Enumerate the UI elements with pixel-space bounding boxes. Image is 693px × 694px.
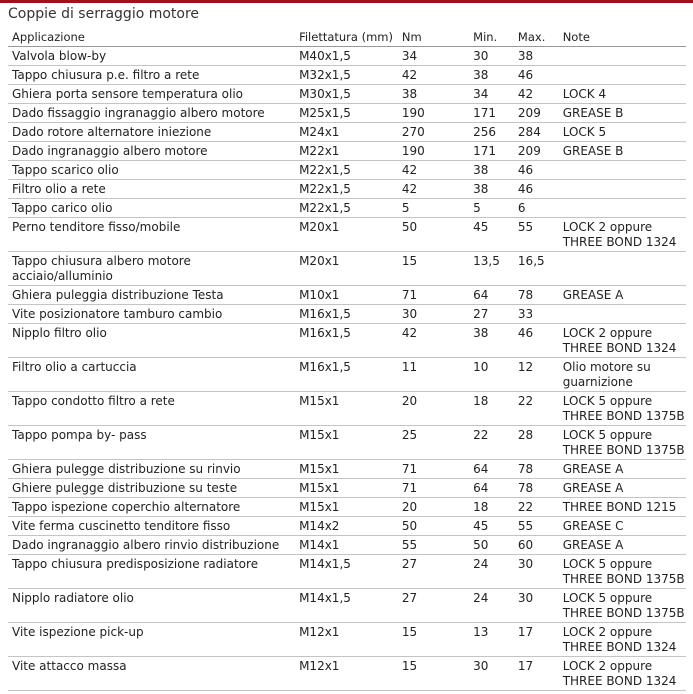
table-row xyxy=(8,589,686,623)
cell-applicazione: Vite ferma cuscinetto tenditore fisso xyxy=(8,517,295,536)
header-nm: Nm xyxy=(398,28,469,47)
cell-nm: 71 xyxy=(398,286,469,305)
cell-note: GREASE A xyxy=(559,286,686,305)
table-row xyxy=(8,66,686,85)
cell-filettatura: M32x1,5 xyxy=(295,66,398,85)
table-row xyxy=(8,657,686,691)
cell-max: 78 xyxy=(514,479,559,498)
cell-max: 46 xyxy=(514,324,559,358)
header-max: Max. xyxy=(514,28,559,47)
cell-note: LOCK 5 xyxy=(559,123,686,142)
table-row xyxy=(8,358,686,392)
cell-max: 46 xyxy=(514,66,559,85)
cell-nm: 27 xyxy=(398,589,469,623)
cell-nm: 34 xyxy=(398,47,469,66)
cell-note: LOCK 5 oppure THREE BOND 1375B xyxy=(559,392,686,426)
table-row xyxy=(8,161,686,180)
cell-max: 42 xyxy=(514,85,559,104)
cell-min: 64 xyxy=(469,479,514,498)
cell-min: 13,5 xyxy=(469,252,514,286)
cell-min: 38 xyxy=(469,161,514,180)
cell-max: 46 xyxy=(514,161,559,180)
cell-nm: 55 xyxy=(398,536,469,555)
cell-max: 12 xyxy=(514,358,559,392)
cell-max: 16,5 xyxy=(514,252,559,286)
cell-nm: 42 xyxy=(398,324,469,358)
page-title: Coppie di serraggio motore xyxy=(8,6,200,22)
cell-note: THREE BOND 1215 xyxy=(559,498,686,517)
cell-max: 55 xyxy=(514,218,559,252)
cell-applicazione: Tappo chiusura p.e. filtro a rete xyxy=(8,66,295,85)
table-row xyxy=(8,305,686,324)
header-applicazione: Applicazione xyxy=(8,28,295,47)
cell-filettatura: M15x1 xyxy=(295,479,398,498)
cell-min: 27 xyxy=(469,305,514,324)
cell-max: 17 xyxy=(514,657,559,691)
cell-max: 22 xyxy=(514,392,559,426)
cell-note: GREASE A xyxy=(559,460,686,479)
cell-applicazione: Filtro olio a cartuccia xyxy=(8,358,295,392)
cell-applicazione: Tappo chiusura albero motore acciaio/alluminio xyxy=(8,252,295,286)
cell-applicazione: Ghiera pulegge distribuzione su rinvio xyxy=(8,460,295,479)
cell-note: LOCK 2 oppure THREE BOND 1324 xyxy=(559,657,686,691)
cell-nm: 42 xyxy=(398,180,469,199)
cell-min: 30 xyxy=(469,657,514,691)
cell-nm: 50 xyxy=(398,517,469,536)
cell-nm: 27 xyxy=(398,555,469,589)
cell-filettatura: M12x1 xyxy=(295,623,398,657)
cell-note: GREASE B xyxy=(559,142,686,161)
table-row xyxy=(8,47,686,66)
cell-min: 171 xyxy=(469,104,514,123)
cell-nm: 71 xyxy=(398,460,469,479)
cell-note: LOCK 5 oppure THREE BOND 1375B xyxy=(559,426,686,460)
cell-nm: 25 xyxy=(398,426,469,460)
cell-nm: 20 xyxy=(398,392,469,426)
cell-applicazione: Tappo carico olio xyxy=(8,199,295,218)
cell-note xyxy=(559,47,686,66)
table-row xyxy=(8,199,686,218)
cell-min: 45 xyxy=(469,218,514,252)
cell-note: GREASE B xyxy=(559,104,686,123)
cell-max: 30 xyxy=(514,555,559,589)
table-row xyxy=(8,479,686,498)
cell-note: LOCK 5 oppure THREE BOND 1375B xyxy=(559,555,686,589)
cell-filettatura: M16x1,5 xyxy=(295,358,398,392)
cell-filettatura: M25x1,5 xyxy=(295,104,398,123)
cell-note xyxy=(559,66,686,85)
cell-filettatura: M22x1,5 xyxy=(295,180,398,199)
cell-filettatura: M20x1 xyxy=(295,252,398,286)
cell-note xyxy=(559,252,686,286)
table-row xyxy=(8,517,686,536)
table-row xyxy=(8,623,686,657)
cell-min: 18 xyxy=(469,498,514,517)
header-min: Min. xyxy=(469,28,514,47)
cell-applicazione: Nipplo radiatore olio xyxy=(8,589,295,623)
cell-applicazione: Ghiere pulegge distribuzione su teste xyxy=(8,479,295,498)
cell-filettatura: M22x1,5 xyxy=(295,199,398,218)
cell-max: 30 xyxy=(514,589,559,623)
cell-note: GREASE A xyxy=(559,536,686,555)
cell-applicazione: Tappo pompa by- pass xyxy=(8,426,295,460)
cell-filettatura: M15x1 xyxy=(295,460,398,479)
header-note: Note xyxy=(559,28,686,47)
cell-max: 22 xyxy=(514,498,559,517)
cell-max: 55 xyxy=(514,517,559,536)
table-row xyxy=(8,426,686,460)
cell-min: 50 xyxy=(469,536,514,555)
table-row xyxy=(8,536,686,555)
cell-note: LOCK 2 oppure THREE BOND 1324 xyxy=(559,218,686,252)
cell-applicazione: Vite posizionatore tamburo cambio xyxy=(8,305,295,324)
cell-filettatura: M14x2 xyxy=(295,517,398,536)
cell-applicazione: Valvola blow-by xyxy=(8,47,295,66)
cell-filettatura: M15x1 xyxy=(295,392,398,426)
cell-applicazione: Tappo chiusura predisposizione radiatore xyxy=(8,555,295,589)
cell-applicazione: Ghiera puleggia distribuzione Testa xyxy=(8,286,295,305)
cell-nm: 190 xyxy=(398,142,469,161)
top-accent-bar xyxy=(0,0,693,3)
cell-applicazione: Dado ingranaggio albero rinvio distribuzione xyxy=(8,536,295,555)
cell-note: LOCK 4 xyxy=(559,85,686,104)
cell-max: 38 xyxy=(514,47,559,66)
table-header-row xyxy=(8,28,686,47)
cell-nm: 50 xyxy=(398,218,469,252)
cell-filettatura: M16x1,5 xyxy=(295,324,398,358)
cell-note xyxy=(559,199,686,218)
cell-min: 10 xyxy=(469,358,514,392)
cell-filettatura: M14x1 xyxy=(295,536,398,555)
cell-filettatura: M14x1,5 xyxy=(295,589,398,623)
cell-note: Olio motore su guarnizione xyxy=(559,358,686,392)
cell-min: 64 xyxy=(469,286,514,305)
cell-filettatura: M22x1,5 xyxy=(295,161,398,180)
cell-max: 78 xyxy=(514,460,559,479)
cell-filettatura: M15x1 xyxy=(295,498,398,517)
cell-filettatura: M15x1 xyxy=(295,426,398,460)
cell-nm: 42 xyxy=(398,66,469,85)
cell-min: 30 xyxy=(469,47,514,66)
table-row xyxy=(8,392,686,426)
cell-max: 28 xyxy=(514,426,559,460)
cell-min: 256 xyxy=(469,123,514,142)
table-row xyxy=(8,555,686,589)
table-row xyxy=(8,498,686,517)
torque-table xyxy=(8,28,686,691)
cell-nm: 20 xyxy=(398,498,469,517)
cell-applicazione: Perno tenditore fisso/mobile xyxy=(8,218,295,252)
cell-min: 24 xyxy=(469,555,514,589)
cell-filettatura: M10x1 xyxy=(295,286,398,305)
cell-applicazione: Dado rotore alternatore iniezione xyxy=(8,123,295,142)
cell-max: 17 xyxy=(514,623,559,657)
cell-min: 38 xyxy=(469,66,514,85)
cell-max: 284 xyxy=(514,123,559,142)
header-filettatura: Filettatura (mm) xyxy=(295,28,398,47)
cell-nm: 270 xyxy=(398,123,469,142)
cell-filettatura: M40x1,5 xyxy=(295,47,398,66)
table-row xyxy=(8,252,686,286)
cell-applicazione: Vite attacco massa xyxy=(8,657,295,691)
cell-filettatura: M20x1 xyxy=(295,218,398,252)
cell-applicazione: Tappo condotto filtro a rete xyxy=(8,392,295,426)
cell-filettatura: M30x1,5 xyxy=(295,85,398,104)
cell-applicazione: Filtro olio a rete xyxy=(8,180,295,199)
cell-note: LOCK 2 oppure THREE BOND 1324 xyxy=(559,623,686,657)
cell-nm: 42 xyxy=(398,161,469,180)
cell-nm: 15 xyxy=(398,252,469,286)
cell-max: 60 xyxy=(514,536,559,555)
cell-min: 13 xyxy=(469,623,514,657)
cell-nm: 190 xyxy=(398,104,469,123)
cell-min: 171 xyxy=(469,142,514,161)
table-row xyxy=(8,286,686,305)
table-row xyxy=(8,180,686,199)
cell-min: 24 xyxy=(469,589,514,623)
cell-max: 78 xyxy=(514,286,559,305)
table-row xyxy=(8,324,686,358)
cell-note: GREASE C xyxy=(559,517,686,536)
cell-filettatura: M16x1,5 xyxy=(295,305,398,324)
cell-nm: 15 xyxy=(398,657,469,691)
table-row xyxy=(8,142,686,161)
cell-applicazione: Nipplo filtro olio xyxy=(8,324,295,358)
cell-filettatura: M22x1 xyxy=(295,142,398,161)
cell-max: 46 xyxy=(514,180,559,199)
cell-note xyxy=(559,305,686,324)
cell-note xyxy=(559,161,686,180)
cell-min: 18 xyxy=(469,392,514,426)
cell-min: 22 xyxy=(469,426,514,460)
table-body xyxy=(8,47,686,691)
cell-min: 34 xyxy=(469,85,514,104)
cell-nm: 5 xyxy=(398,199,469,218)
table-row xyxy=(8,123,686,142)
cell-applicazione: Tappo ispezione coperchio alternatore xyxy=(8,498,295,517)
table-row xyxy=(8,460,686,479)
cell-filettatura: M24x1 xyxy=(295,123,398,142)
cell-note xyxy=(559,180,686,199)
cell-max: 6 xyxy=(514,199,559,218)
cell-nm: 30 xyxy=(398,305,469,324)
cell-filettatura: M14x1,5 xyxy=(295,555,398,589)
cell-min: 38 xyxy=(469,324,514,358)
cell-max: 209 xyxy=(514,142,559,161)
table-row xyxy=(8,218,686,252)
cell-applicazione: Dado ingranaggio albero motore xyxy=(8,142,295,161)
cell-applicazione: Ghiera porta sensore temperatura olio xyxy=(8,85,295,104)
cell-note: LOCK 2 oppure THREE BOND 1324 xyxy=(559,324,686,358)
cell-nm: 11 xyxy=(398,358,469,392)
cell-min: 5 xyxy=(469,199,514,218)
cell-note: LOCK 5 oppure THREE BOND 1375B xyxy=(559,589,686,623)
cell-applicazione: Vite ispezione pick-up xyxy=(8,623,295,657)
cell-applicazione: Dado fissaggio ingranaggio albero motore xyxy=(8,104,295,123)
cell-nm: 38 xyxy=(398,85,469,104)
cell-max: 33 xyxy=(514,305,559,324)
cell-nm: 15 xyxy=(398,623,469,657)
cell-min: 64 xyxy=(469,460,514,479)
cell-note: GREASE A xyxy=(559,479,686,498)
cell-nm: 71 xyxy=(398,479,469,498)
table-row xyxy=(8,104,686,123)
cell-applicazione: Tappo scarico olio xyxy=(8,161,295,180)
table-row xyxy=(8,85,686,104)
cell-filettatura: M12x1 xyxy=(295,657,398,691)
cell-max: 209 xyxy=(514,104,559,123)
cell-min: 38 xyxy=(469,180,514,199)
cell-min: 45 xyxy=(469,517,514,536)
